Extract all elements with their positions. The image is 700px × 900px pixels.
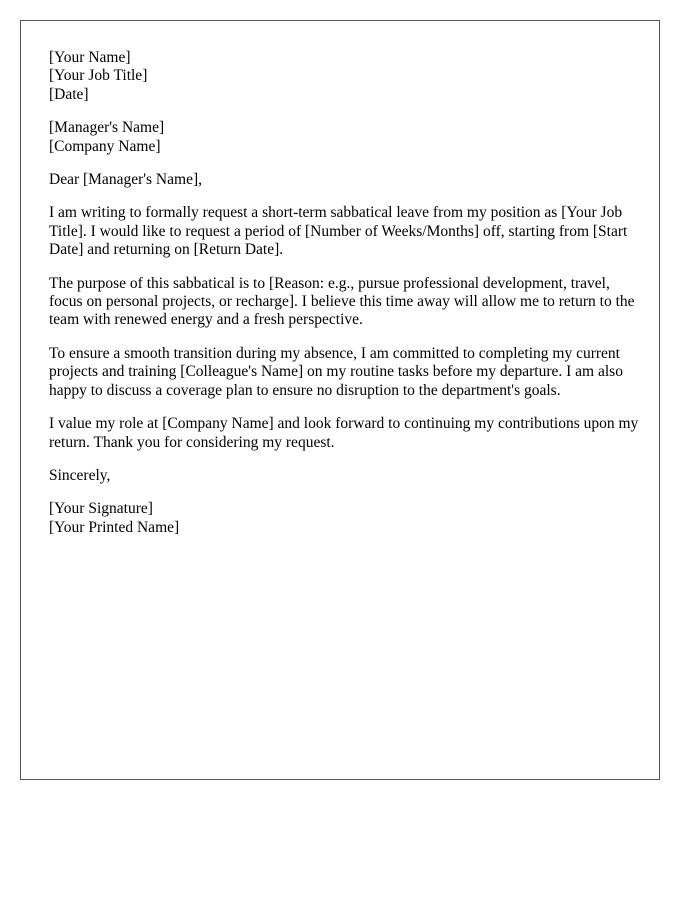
recipient-block	[49, 119, 641, 156]
signature-line: [Your Signature]	[49, 500, 153, 518]
letter-page	[20, 20, 660, 780]
sender-block	[49, 49, 641, 104]
paragraph-purpose: The purpose of this sabbatical is to [Reason: e.g., pursue professional development, travel, focus on personal projects, or recharge]. I believe this time away will allow me to return to the team with renewed energy and a fresh perspective.	[49, 274, 635, 329]
salutation: Dear [Manager's Name],	[49, 171, 202, 189]
recipient-manager-name: [Manager's Name]	[49, 119, 165, 137]
recipient-company-name: [Company Name]	[49, 137, 161, 155]
printed-name: [Your Printed Name]	[49, 518, 180, 536]
paragraph-transition: To ensure a smooth transition during my absence, I am committed to completing my current projects and training [Colleague's Name] on my routine tasks before my departure. I am also happy to discuss a coverage plan to ensure no disruption to the department's goals.	[49, 344, 623, 399]
signature-block	[49, 500, 641, 537]
sender-job-title: [Your Job Title]	[49, 67, 148, 85]
letter-date: [Date]	[49, 85, 89, 103]
paragraph-closing-thanks: I value my role at [Company Name] and look forward to continuing my contributions upon my return. Thank you for considering my request.	[49, 415, 639, 451]
letter-body	[49, 49, 641, 552]
sender-name: [Your Name]	[49, 49, 131, 66]
closing: Sincerely,	[49, 466, 111, 484]
paragraph-request: I am writing to formally request a short-term sabbatical leave from my position as [Your Job Title]. I would like to request a period of [Number of Weeks/Months] off, starting from [Start Date] and returning on [Return Date].	[49, 204, 628, 259]
